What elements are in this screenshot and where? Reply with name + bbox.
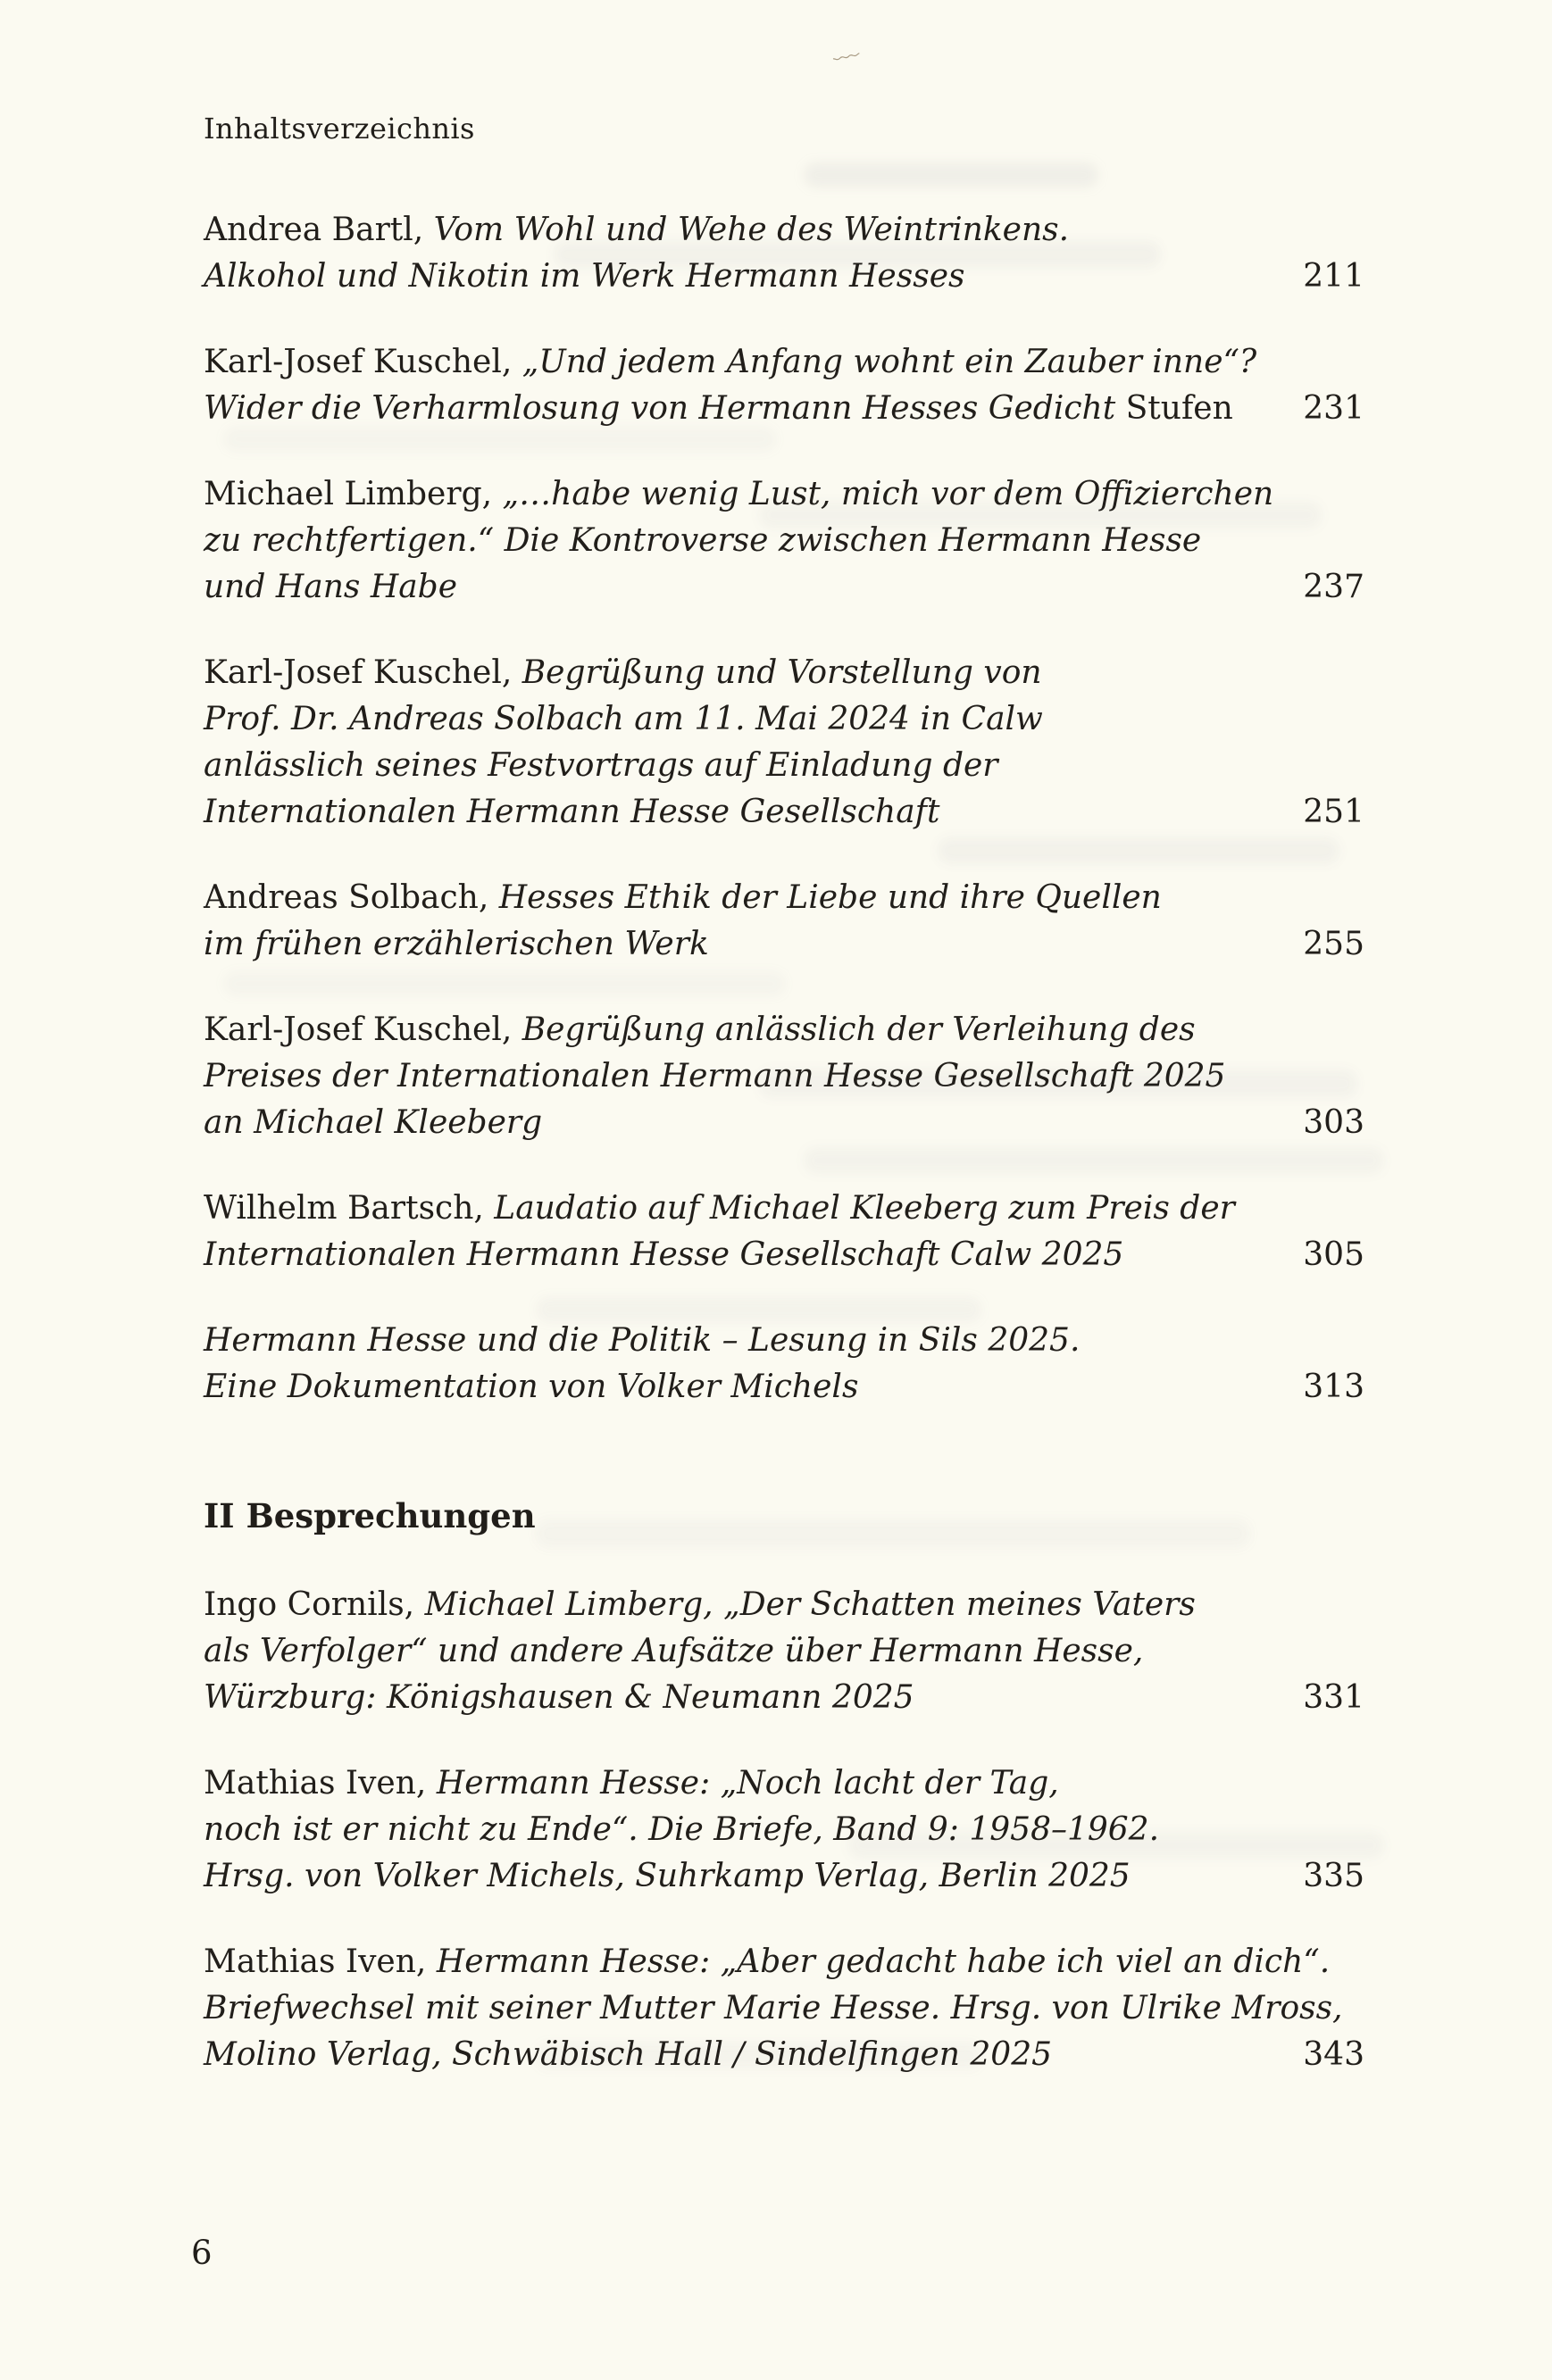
- work-title: Hermann Hesse: „Noch lacht der Tag,: [436, 1765, 1059, 1802]
- toc-section: [204, 207, 1364, 1411]
- work-title: Hesses Ethik der Liebe und ihre Quellen: [498, 879, 1162, 916]
- toc-entry-line: [204, 1628, 1364, 1675]
- toc-entry-line: [204, 254, 1364, 300]
- toc-entry-line: [204, 875, 1364, 921]
- author-name: Karl-Josef Kuschel,: [204, 344, 522, 380]
- toc-section: [204, 1493, 1364, 2078]
- toc-entry-line: [204, 1053, 1364, 1100]
- toc-entry-line: [204, 1186, 1364, 1232]
- toc-entry-text: [204, 1186, 1364, 1278]
- toc-entry-line: [204, 1939, 1364, 1985]
- toc-entry-page-number: 303: [1303, 1104, 1364, 1141]
- toc-entry-text: [204, 875, 1364, 968]
- toc-entry-line: [204, 1760, 1364, 1807]
- toc-entry-line: [204, 2032, 1364, 2078]
- author-name: Stufen: [1125, 390, 1233, 427]
- toc-entry-page-number: 305: [1303, 1236, 1364, 1273]
- work-title: Briefwechsel mit seiner Mutter Marie Hesse. Hrsg. von Ulrike Mross,: [204, 1990, 1343, 2026]
- author-name: Andreas Solbach,: [204, 879, 499, 916]
- toc-entry: [204, 875, 1364, 968]
- toc-entry-page-number: 313: [1303, 1369, 1364, 1405]
- toc-entry-line: [204, 207, 1364, 254]
- toc-page: [204, 105, 1364, 2118]
- toc-entry-text: [204, 1760, 1364, 1900]
- work-title: Internationalen Hermann Hesse Gesellschaft Calw 2025: [204, 1236, 1124, 1273]
- section-heading: II Besprechungen: [204, 1496, 536, 1535]
- work-title: Preises der Internationalen Hermann Hesse Gesellschaft 2025: [204, 1058, 1226, 1094]
- author-name: Ingo Cornils,: [204, 1586, 425, 1623]
- work-title: Eine Dokumentation von Volker Michels: [204, 1369, 859, 1405]
- toc-entry-line: [204, 650, 1364, 696]
- toc-entry: [204, 1939, 1364, 2078]
- toc-entry-line: [204, 921, 1364, 968]
- work-title: Internationalen Hermann Hesse Gesellschaft: [204, 794, 940, 830]
- toc-entry-text: [204, 339, 1364, 432]
- toc-entry-page-number: 231: [1303, 390, 1364, 427]
- toc-entry-text: [204, 207, 1364, 300]
- toc-entry-line: [204, 1364, 1364, 1411]
- toc-entry-text: [204, 1939, 1364, 2078]
- work-title: Alkohol und Nikotin im Werk Hermann Hesses: [204, 258, 965, 295]
- toc-entry-line: [204, 1807, 1364, 1853]
- work-title: Wider die Verharmlosung von Hermann Hesses Gedicht: [204, 390, 1126, 427]
- work-title: Michael Limberg, „Der Schatten meines Vaters: [424, 1586, 1196, 1623]
- toc-entry-line: [204, 1853, 1364, 1900]
- work-title: „Und jedem Anfang wohnt ein Zauber inne“?: [522, 344, 1257, 380]
- work-title: Vom Wohl und Wehe des Weintrinkens.: [433, 212, 1070, 248]
- work-title: Molino Verlag, Schwäbisch Hall / Sindelfingen 2025: [204, 2036, 1053, 2073]
- ink-speck: ﹏: [828, 29, 862, 66]
- work-title: als Verfolger“ und andere Aufsätze über Hermann Hesse,: [204, 1633, 1144, 1669]
- page-title: Inhaltsverzeichnis: [204, 112, 475, 146]
- toc-entry: [204, 471, 1364, 611]
- toc-entry-line: [204, 789, 1364, 836]
- author-name: Andrea Bartl,: [204, 212, 434, 248]
- toc-entry: [204, 1007, 1364, 1146]
- work-title: Würzburg: Königshausen & Neumann 2025: [204, 1679, 914, 1716]
- toc-entry: [204, 1318, 1364, 1411]
- author-name: Mathias Iven,: [204, 1765, 437, 1802]
- toc-entry: [204, 1186, 1364, 1278]
- toc-entry-page-number: 335: [1303, 1858, 1364, 1894]
- toc-entry-page-number: 343: [1303, 2036, 1364, 2073]
- toc-entry-page-number: 211: [1303, 258, 1364, 295]
- work-title: Hrsg. von Volker Michels, Suhrkamp Verlag, Berlin 2025: [204, 1858, 1131, 1894]
- toc-entry-text: [204, 471, 1364, 611]
- work-title: Hermann Hesse: „Aber gedacht habe ich viel an dich“.: [436, 1943, 1331, 1980]
- toc-entry-page-number: 331: [1303, 1679, 1364, 1716]
- author-name: Karl-Josef Kuschel,: [204, 654, 522, 691]
- toc-entry-line: [204, 1675, 1364, 1721]
- toc-entry: [204, 650, 1364, 836]
- toc-entry-page-number: 255: [1303, 926, 1364, 962]
- toc-entry-line: [204, 339, 1364, 386]
- toc-sections: [204, 207, 1364, 2078]
- toc-entry: [204, 339, 1364, 432]
- author-name: Karl-Josef Kuschel,: [204, 1011, 522, 1048]
- work-title: an Michael Kleeberg: [204, 1104, 543, 1141]
- toc-entry-line: [204, 1582, 1364, 1628]
- work-title: zu rechtfertigen.“ Die Kontroverse zwischen Hermann Hesse: [204, 522, 1202, 559]
- toc-entry-line: [204, 743, 1364, 789]
- author-name: Mathias Iven,: [204, 1943, 437, 1980]
- toc-entry-line: [204, 1985, 1364, 2032]
- work-title: Hermann Hesse und die Politik – Lesung in Sils 2025.: [204, 1322, 1081, 1359]
- toc-entry-line: [204, 518, 1364, 564]
- toc-entry-text: [204, 650, 1364, 836]
- toc-entry: [204, 1760, 1364, 1900]
- toc-entry-page-number: 237: [1303, 569, 1364, 605]
- toc-entry-line: [204, 1007, 1364, 1053]
- toc-entry-line: [204, 1318, 1364, 1364]
- toc-entry-text: [204, 1007, 1364, 1146]
- work-title: im frühen erzählerischen Werk: [204, 926, 709, 962]
- toc-entry-line: [204, 471, 1364, 518]
- toc-entry-line: [204, 1232, 1364, 1278]
- work-title: Begrüßung und Vorstellung von: [522, 654, 1042, 691]
- work-title: Laudatio auf Michael Kleeberg zum Preis der: [494, 1190, 1235, 1227]
- toc-entry-text: [204, 1318, 1364, 1411]
- toc-entry-text: [204, 1582, 1364, 1721]
- toc-entry-page-number: 251: [1303, 794, 1364, 830]
- work-title: Begrüßung anlässlich der Verleihung des: [522, 1011, 1196, 1048]
- work-title: anlässlich seines Festvortrags auf Einladung der: [204, 747, 998, 784]
- toc-entry: [204, 207, 1364, 300]
- toc-entry-line: [204, 386, 1364, 432]
- work-title: und Hans Habe: [204, 569, 458, 605]
- toc-entry-line: [204, 1100, 1364, 1146]
- author-name: Wilhelm Bartsch,: [204, 1190, 495, 1227]
- toc-entry-line: [204, 564, 1364, 611]
- toc-entry: [204, 1582, 1364, 1721]
- work-title: noch ist er nicht zu Ende“. Die Briefe, Band 9: 1958–1962.: [204, 1811, 1160, 1848]
- author-name: Michael Limberg,: [204, 476, 503, 512]
- folio-page-number: 6: [191, 2234, 213, 2272]
- work-title: „…habe wenig Lust, mich vor dem Offizierchen: [502, 476, 1274, 512]
- toc-entry-line: [204, 696, 1364, 743]
- work-title: Prof. Dr. Andreas Solbach am 11. Mai 2024 in Calw: [204, 701, 1043, 737]
